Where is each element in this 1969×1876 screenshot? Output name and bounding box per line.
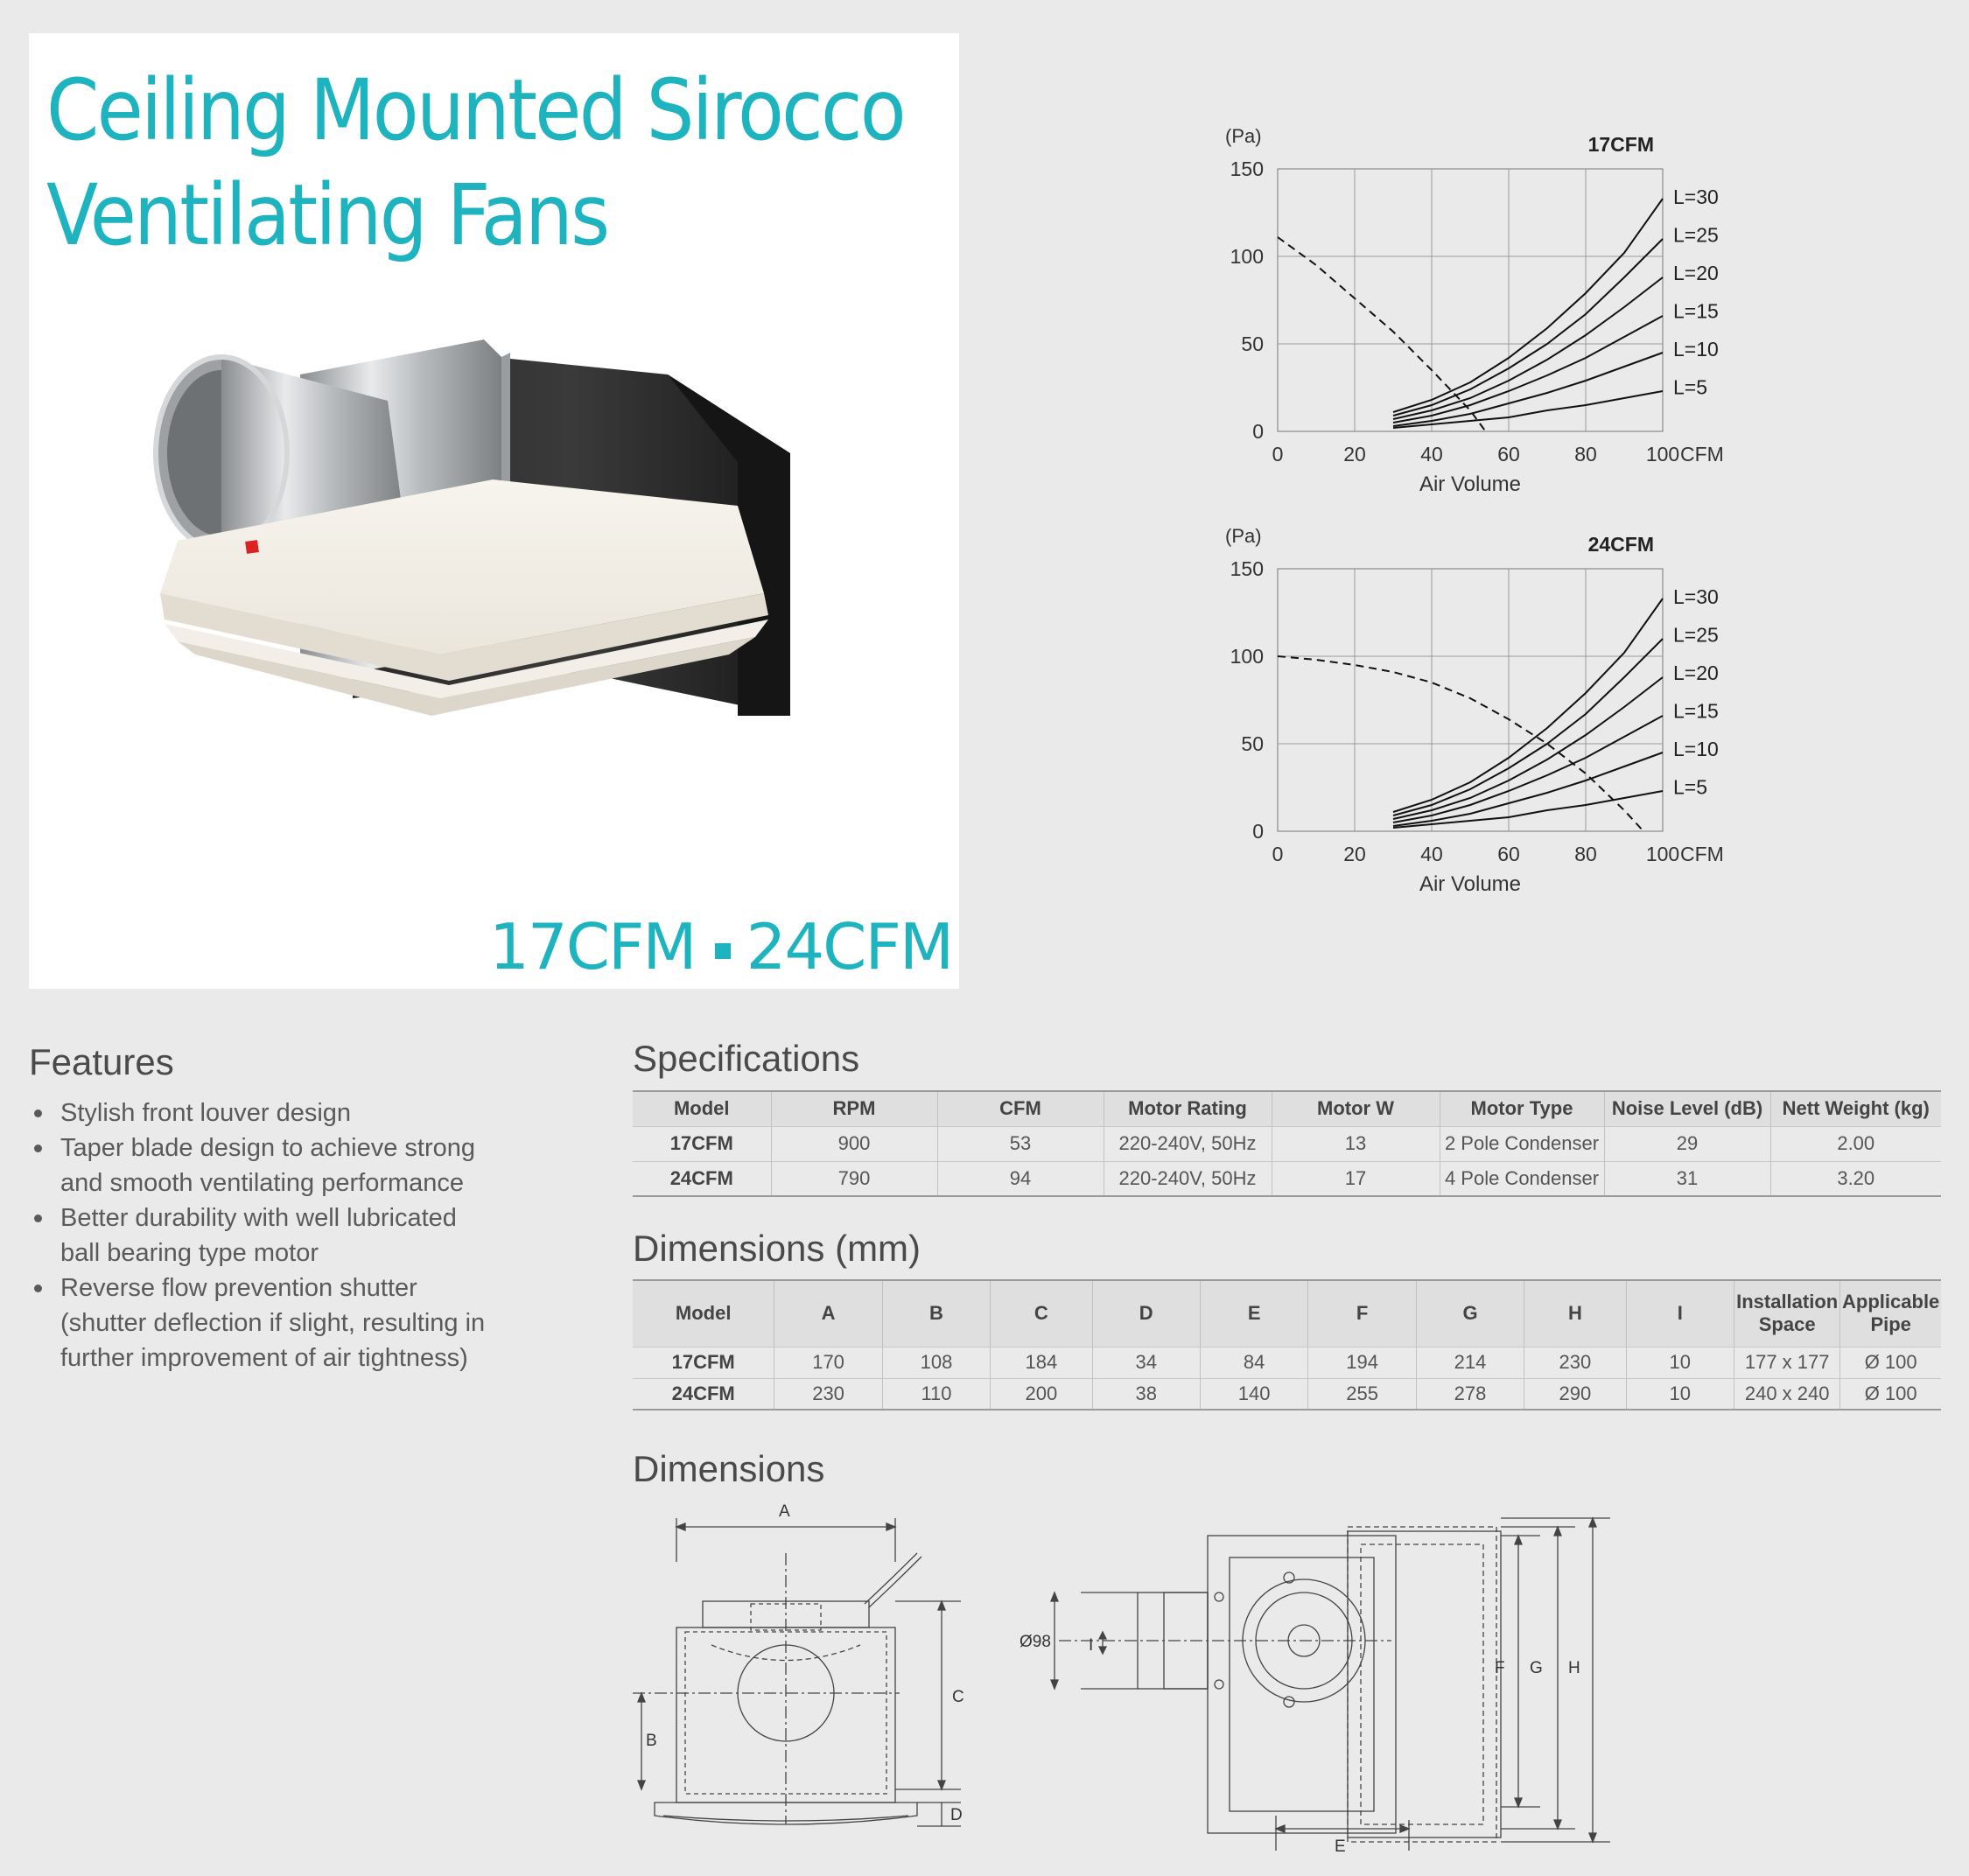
feature-item-continued: and smooth ventilating performance (60, 1169, 465, 1197)
page-title (46, 58, 904, 268)
x-tick-label: 0 (1272, 843, 1284, 865)
cell: 220-240V, 50Hz (1104, 1161, 1272, 1196)
col-header: Noise Level (dB) (1604, 1091, 1770, 1126)
col-header: E (1200, 1280, 1307, 1347)
hero-panel (29, 33, 959, 989)
col-header: I (1626, 1280, 1734, 1347)
cell: 17CFM (633, 1126, 771, 1161)
col-header: D (1092, 1280, 1200, 1347)
col-header: H (1524, 1280, 1626, 1347)
x-tick-label: 40 (1420, 443, 1443, 466)
col-header: Nett Weight (kg) (1770, 1091, 1941, 1126)
model-range (489, 910, 952, 984)
x-tick-label: 100 (1645, 443, 1680, 466)
y-tick-label: 50 (1241, 332, 1264, 355)
series-line (1393, 239, 1663, 416)
cell: 29 (1604, 1126, 1770, 1161)
col-header: RPM (771, 1091, 937, 1126)
y-tick-label: 50 (1241, 732, 1264, 755)
y-tick-label: 150 (1230, 557, 1264, 580)
specifications-title: Specifications (633, 1038, 860, 1079)
series-label: L=20 (1673, 662, 1719, 684)
x-tick-label: 80 (1574, 443, 1597, 466)
col-header: F (1308, 1280, 1416, 1347)
y-tick-label: 100 (1230, 245, 1264, 268)
cell: 220-240V, 50Hz (1104, 1126, 1272, 1161)
feature-item: Better durability with well lubricated (29, 1200, 519, 1236)
cell: Ø 100 (1840, 1347, 1941, 1378)
model-label-1: 17CFM (489, 910, 696, 984)
table-row (633, 1347, 1941, 1378)
cell: 31 (1604, 1161, 1770, 1196)
cell: 10 (1626, 1347, 1734, 1378)
series-label: L=30 (1673, 585, 1719, 608)
cell: 230 (774, 1378, 882, 1410)
x-tick-label: 20 (1343, 843, 1366, 865)
specifications-table (633, 1090, 1941, 1197)
dim-label-diameter: Ø98 (1020, 1633, 1051, 1651)
top-view-drawing (1015, 1505, 1610, 1855)
cell: 53 (937, 1126, 1104, 1161)
cell: 2 Pole Condenser (1440, 1126, 1604, 1161)
cell: 13 (1272, 1126, 1440, 1161)
plot-frame (1278, 169, 1663, 431)
features-title: Features (29, 1041, 174, 1082)
cell: 170 (774, 1347, 882, 1378)
cell: 900 (771, 1126, 937, 1161)
y-tick-label: 0 (1252, 820, 1264, 843)
dim-label-e: E (1335, 1838, 1346, 1855)
cell: Ø 100 (1840, 1378, 1941, 1410)
y-tick-label: 150 (1230, 158, 1264, 180)
title-line-1: Ceiling Mounted Sirocco (46, 61, 904, 159)
x-tick-label: 60 (1497, 843, 1520, 865)
cell: 278 (1416, 1378, 1524, 1410)
table-row (633, 1126, 1941, 1161)
col-header: Model (633, 1280, 774, 1347)
cell: 230 (1524, 1347, 1626, 1378)
table-row (633, 1378, 1941, 1410)
series-label: L=20 (1673, 262, 1719, 284)
cell: 790 (771, 1161, 937, 1196)
series-label: L=5 (1673, 375, 1708, 399)
cell: 34 (1092, 1347, 1200, 1378)
col-header: Motor W (1272, 1091, 1440, 1126)
feature-item: Taper blade design to achieve strong (29, 1130, 519, 1166)
col-header: C (991, 1280, 1092, 1347)
col-header: B (882, 1280, 990, 1347)
cell: 4 Pole Condenser (1440, 1161, 1604, 1196)
cell: 290 (1524, 1378, 1626, 1410)
table-header-row (633, 1091, 1941, 1126)
col-header: A (774, 1280, 882, 1347)
dim-label-f: F (1495, 1659, 1505, 1677)
col-header: Motor Type (1440, 1091, 1604, 1126)
x-tick-label: 20 (1343, 443, 1366, 466)
series-line (1393, 639, 1663, 816)
series-line (1393, 199, 1663, 412)
cell: 184 (991, 1347, 1092, 1378)
x-tick-label: 0 (1272, 443, 1284, 466)
feature-item: Stylish front louver design (29, 1096, 519, 1130)
title-line-2: Ventilating Fans (46, 166, 608, 264)
x-axis-label: Air Volume (1419, 472, 1522, 496)
series-label: L=15 (1673, 699, 1719, 723)
x-tick-label: 80 (1574, 843, 1597, 865)
x-tick-label: 100 (1645, 843, 1680, 865)
cell: 110 (882, 1378, 990, 1410)
cell: 3.20 (1770, 1161, 1941, 1196)
dim-label-h: H (1568, 1659, 1580, 1677)
dimensions-table-title: Dimensions (mm) (633, 1228, 921, 1269)
col-header: Applicable Pipe (1840, 1280, 1941, 1347)
dim-label-d: D (950, 1806, 963, 1824)
x-axis-label: Air Volume (1419, 872, 1522, 896)
col-header: G (1416, 1280, 1524, 1347)
x-unit-label: CFM (1680, 843, 1724, 865)
cell: 38 (1092, 1378, 1200, 1410)
cell: 24CFM (633, 1161, 771, 1196)
x-tick-label: 60 (1497, 443, 1520, 466)
series-label: L=25 (1673, 223, 1719, 247)
feature-item-continued: further improvement of air tightness) (60, 1344, 468, 1372)
cell: 177 x 177 (1734, 1347, 1839, 1378)
col-header: Motor Rating (1104, 1091, 1272, 1126)
dim-label-c: C (952, 1688, 964, 1706)
col-header: CFM (937, 1091, 1104, 1126)
cell: 84 (1200, 1347, 1307, 1378)
chart-24cfm (1199, 518, 1759, 903)
series-label: L=10 (1673, 738, 1719, 760)
feature-item: Reverse flow prevention shutter (29, 1270, 519, 1306)
chart-17cfm (1199, 118, 1759, 503)
col-header: Model (633, 1091, 771, 1126)
product-image (125, 304, 913, 864)
table-row (633, 1161, 1941, 1196)
series-line (1393, 598, 1663, 812)
cell: 24CFM (633, 1378, 774, 1410)
series-label: L=30 (1673, 186, 1719, 208)
chart-title: 17CFM (1587, 133, 1654, 156)
feature-item-continued: (shutter deflection if slight, resulting in (60, 1309, 486, 1337)
cell: 140 (1200, 1378, 1307, 1410)
cell: 194 (1308, 1347, 1416, 1378)
dim-label-b: B (646, 1732, 657, 1750)
model-label-2: 24CFM (746, 910, 952, 984)
series-label: L=10 (1673, 338, 1719, 360)
cell: 240 x 240 (1734, 1378, 1839, 1410)
cell: 255 (1308, 1378, 1416, 1410)
series-label: L=25 (1673, 623, 1719, 647)
y-tick-label: 100 (1230, 645, 1264, 668)
col-header: Installation Space (1734, 1280, 1839, 1347)
chart-title: 24CFM (1587, 533, 1654, 556)
dimensions-drawing-title: Dimensions (633, 1448, 825, 1489)
dim-label-g: G (1530, 1659, 1543, 1677)
dim-label-i: I (1089, 1636, 1094, 1655)
plot-frame (1278, 569, 1663, 831)
features-list (29, 1096, 519, 1376)
cell: 2.00 (1770, 1126, 1941, 1161)
y-tick-label: 0 (1252, 420, 1264, 443)
cell: 94 (937, 1161, 1104, 1196)
dim-label-a: A (779, 1502, 790, 1521)
series-label: L=5 (1673, 775, 1708, 799)
table-header-row (633, 1280, 1941, 1347)
side-view-drawing (628, 1501, 978, 1833)
x-tick-label: 40 (1420, 843, 1443, 865)
feature-item-continued: ball bearing type motor (60, 1239, 319, 1267)
cell: 214 (1416, 1347, 1524, 1378)
cell: 10 (1626, 1378, 1734, 1410)
y-unit-label: (Pa) (1225, 525, 1262, 547)
series-label: L=15 (1673, 299, 1719, 323)
features-section (29, 1041, 519, 1376)
cell: 17 (1272, 1161, 1440, 1196)
cell: 17CFM (633, 1347, 774, 1378)
cell: 108 (882, 1347, 990, 1378)
y-unit-label: (Pa) (1225, 125, 1262, 147)
cell: 200 (991, 1378, 1092, 1410)
x-unit-label: CFM (1680, 443, 1724, 466)
separator-square-icon (715, 943, 731, 959)
dimensions-table (633, 1279, 1941, 1410)
